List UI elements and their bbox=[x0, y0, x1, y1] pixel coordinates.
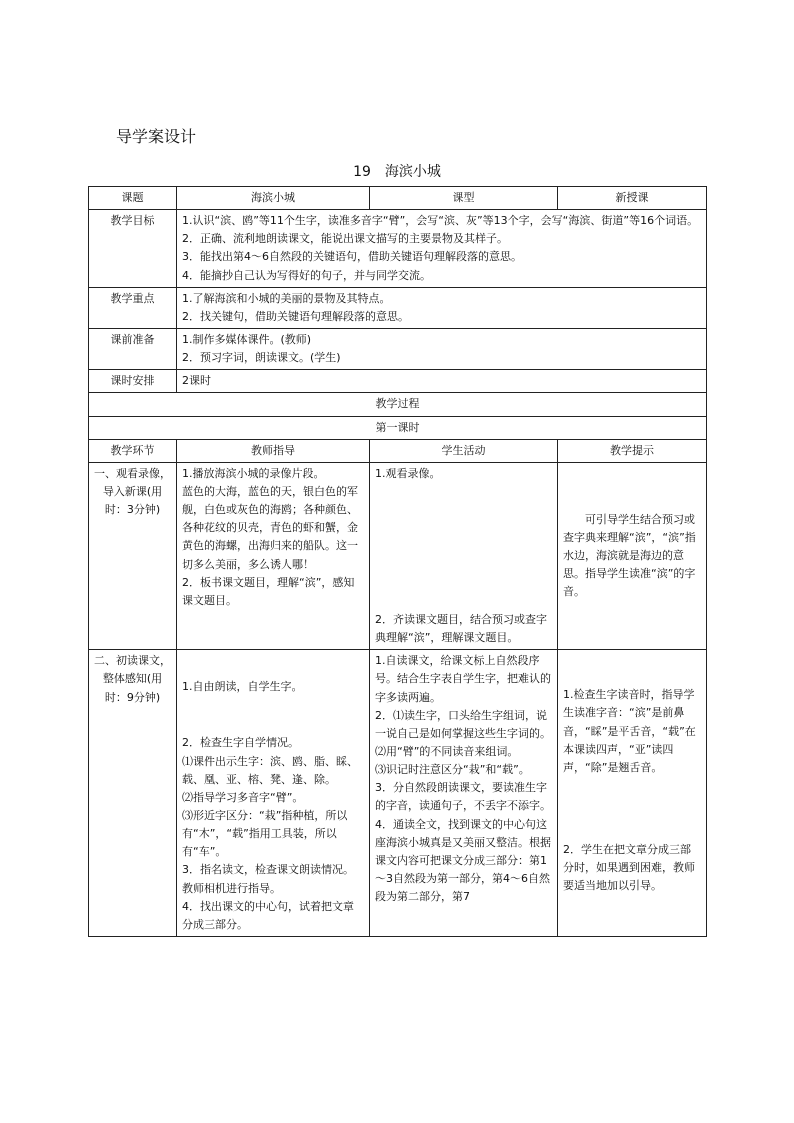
process-title: 教学过程 bbox=[89, 393, 707, 416]
topic-label: 课题 bbox=[89, 187, 177, 210]
schedule-row bbox=[89, 370, 707, 393]
prep-item: 2．预习字词，朗读课文。(学生) bbox=[182, 351, 341, 365]
prep-row bbox=[89, 328, 707, 369]
teacher-step: 3．指名读文，检查课文朗读情况。教师相机进行指导。 bbox=[182, 863, 354, 895]
column-header: 教学环节 bbox=[89, 439, 177, 462]
focus-content bbox=[177, 287, 707, 328]
focus-item: 1.了解海滨和小城的美丽的景物及其特点。 bbox=[182, 291, 391, 305]
teacher-step: 2．检查生字自学情况。 bbox=[182, 736, 299, 750]
schedule-value: 2课时 bbox=[177, 370, 707, 393]
stage-row bbox=[89, 650, 707, 937]
student-step: 1.观看录像。 bbox=[375, 466, 441, 480]
student-step: 4．通读全文，找到课文的中心句这座海滨小城真是又美丽又整洁。根据课文内容可把课文分成三部分：第1～3自然段为第一部分，第4～6自然段为第二部分，第7 bbox=[375, 817, 551, 904]
student-activity bbox=[370, 462, 558, 649]
prep-label: 课前准备 bbox=[89, 328, 177, 369]
teacher-step: 蓝色的大海，蓝色的天，银白色的军舰，白色或灰色的海鸥；各种颜色、各种花纹的贝壳，青色的虾和蟹，金黄色的海螺，出海归来的船队。这一切多么美丽，多么诱人哪！ bbox=[182, 484, 358, 571]
schedule-label: 课时安排 bbox=[89, 370, 177, 393]
lesson-title: 19 海滨小城 bbox=[353, 164, 441, 180]
tip-item: 可引导学生结合预习或查字典来理解“滨”，“滨”指水边，海滨就是海边的意思。指导学生读准“滨”的字音。 bbox=[563, 512, 696, 599]
column-header: 教师指导 bbox=[177, 439, 370, 462]
student-step: 1.自读课文，给课文标上自然段序号。结合生字表自学生字，把难认的字多读两遍。 bbox=[375, 654, 551, 704]
teacher-step: ⑴课件出示生字：滨、鸥、脂、睬、载、凰、亚、榕、凳、逢、除。 bbox=[182, 754, 358, 786]
column-header-row bbox=[89, 439, 707, 462]
topic-value: 海滨小城 bbox=[177, 187, 370, 210]
teaching-tip bbox=[558, 462, 707, 649]
goal-item: 1.认识“滨、鸥”等11个生字，读准多音字“臂”，会写“滨、灰”等13个字，会写“海滨、街道”等16个词语。 bbox=[182, 214, 699, 228]
teacher-guidance bbox=[177, 462, 370, 649]
teaching-tip bbox=[558, 650, 707, 937]
teacher-step: 1.自由朗读，自学生字。 bbox=[182, 680, 303, 694]
type-label: 课型 bbox=[370, 187, 558, 210]
focus-item: 2．找关键句，借助关键语句理解段落的意思。 bbox=[182, 309, 409, 323]
goal-item: 4．能摘抄自己认为写得好的句子，并与同学交流。 bbox=[182, 268, 431, 282]
focus-row bbox=[89, 287, 707, 328]
goal-item: 3．能找出第4～6自然段的关键语句，借助关键语句理解段落的意思。 bbox=[182, 250, 522, 264]
stage-name: 一、观看录像，导入新课(用时：3分钟) bbox=[89, 462, 177, 649]
goal-item: 2．正确、流利地朗读课文，能说出课文描写的主要景物及其样子。 bbox=[182, 232, 508, 246]
teacher-step: ⑵指导学习多音字“臂”。 bbox=[182, 790, 304, 804]
teacher-step: 4．找出课文的中心句，试着把文章分成三部分。 bbox=[182, 899, 354, 931]
goals-label: 教学目标 bbox=[89, 210, 177, 288]
first-period-title: 第一课时 bbox=[89, 416, 707, 439]
column-header: 学生活动 bbox=[370, 439, 558, 462]
teacher-step: 2．板书课文题目，理解“滨”，感知课文题目。 bbox=[182, 575, 355, 607]
doc-heading: 导学案设计 bbox=[116, 127, 197, 146]
student-step: ⑵用“臂”的不同读音来组词。 bbox=[375, 744, 519, 758]
teacher-step: 1.播放海滨小城的录像片段。 bbox=[182, 466, 325, 480]
tip-item: 1.检查生字读音时，指导学生读准字音：“滨”是前鼻音，“睬”是平舌音，“载”在本课读四声，“亚”读四声，“除”是翘舌音。 bbox=[563, 688, 696, 774]
student-step: 2．⑴读生字，口头给生字组词，说一说自己是如何掌握这些生字词的。 bbox=[375, 708, 551, 740]
student-step: ⑶识记时注意区分“栽”和“载”。 bbox=[375, 763, 530, 777]
student-step: 2．齐读课文题目，结合预习或查字典理解“滨”，理解课文题目。 bbox=[375, 612, 547, 645]
goals-content bbox=[177, 210, 707, 288]
lesson-plan-table bbox=[88, 186, 707, 937]
prep-item: 1.制作多媒体课件。(教师) bbox=[182, 332, 312, 346]
period-row bbox=[89, 416, 707, 439]
info-row bbox=[89, 187, 707, 210]
column-header: 教学提示 bbox=[558, 439, 707, 462]
tip-item: 2．学生在把文章分成三部分时，如果遇到困难，教师要适当地加以引导。 bbox=[563, 842, 695, 893]
student-step: 3．分自然段朗读课文，要读准生字的字音，读通句子，不丢字不添字。 bbox=[375, 781, 551, 813]
focus-label: 教学重点 bbox=[89, 287, 177, 328]
student-activity bbox=[370, 650, 558, 937]
type-value: 新授课 bbox=[558, 187, 707, 210]
prep-content bbox=[177, 328, 707, 369]
stage-row bbox=[89, 462, 707, 649]
stage-name: 二、初读课文，整体感知(用时：9分钟) bbox=[89, 650, 177, 937]
process-title-row bbox=[89, 393, 707, 416]
teacher-step: ⑶形近字区分：“栽”指种植，所以有“木”，“载”指用工具装，所以有“车”。 bbox=[182, 808, 348, 859]
goals-row bbox=[89, 210, 707, 288]
teacher-guidance bbox=[177, 650, 370, 937]
